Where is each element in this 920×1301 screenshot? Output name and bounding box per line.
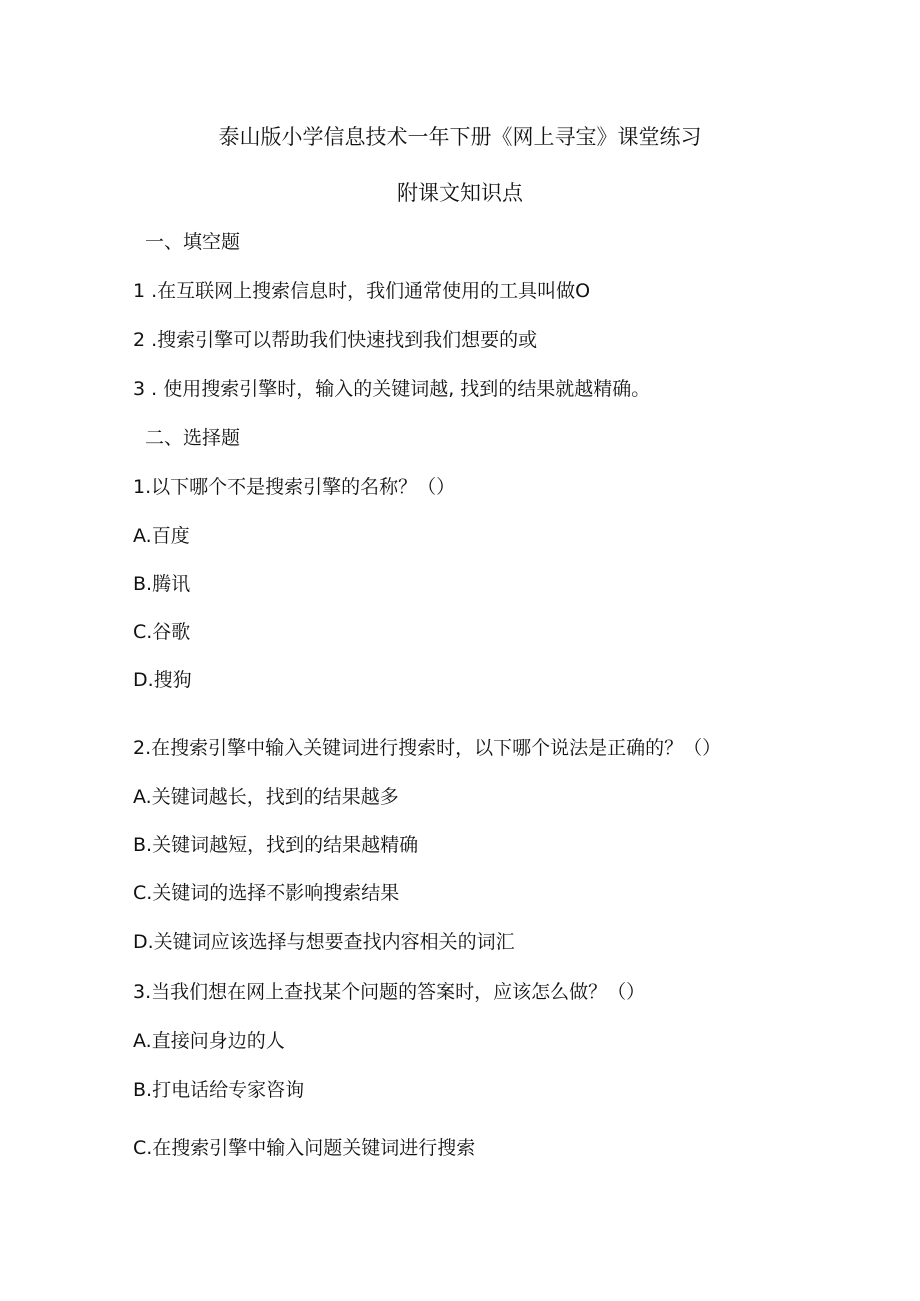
question-1-option-a: A.百度 (133, 525, 190, 547)
section-heading-choice: 二、选择题 (145, 427, 241, 449)
document-subtitle: 附课文知识点 (397, 181, 523, 205)
question-2-option-a: A.关键词越长，找到的结果越多 (133, 786, 399, 808)
question-3: 3.当我们想在网上查找某个问题的答案时，应该怎么做？（） (133, 981, 646, 1003)
question-1: 1.以下哪个不是搜索引擎的名称？（） (133, 476, 456, 498)
section-heading-fill-blank: 一、填空题 (145, 231, 241, 253)
question-1-option-d: D.搜狗 (133, 669, 192, 691)
question-1-option-b: B.腾讯 (133, 573, 191, 595)
fill-blank-item-2: 2 .搜索引擎可以帮助我们快速找到我们想要的或 (133, 329, 538, 351)
fill-blank-item-1: 1 .在互联网上搜索信息时，我们通常使用的工具叫做O (133, 280, 591, 302)
question-2-option-b: B.关键词越短，找到的结果越精确 (133, 834, 419, 856)
question-1-option-c: C.谷歌 (133, 621, 191, 643)
question-2-option-c: C.关键词的选择不影响搜索结果 (133, 882, 400, 904)
fill-blank-item-3: 3 . 使用搜索引擎时，输入的关键词越, 找到的结果就越精确。 (133, 378, 651, 400)
document-title: 泰山版小学信息技术一年下册《网上寻宝》课堂练习 (218, 125, 702, 149)
question-2: 2.在搜索引擎中输入关键词进行搜索时，以下哪个说法是正确的？（） (133, 737, 722, 759)
question-2-option-d: D.关键词应该选择与想要查找内容相关的词汇 (133, 931, 515, 953)
question-3-option-a: A.直接问身边的人 (133, 1030, 285, 1052)
question-3-option-b: B.打电话给专家咨询 (133, 1079, 305, 1101)
question-3-option-c: C.在搜索引擎中输入问题关键词进行搜索 (133, 1137, 476, 1159)
